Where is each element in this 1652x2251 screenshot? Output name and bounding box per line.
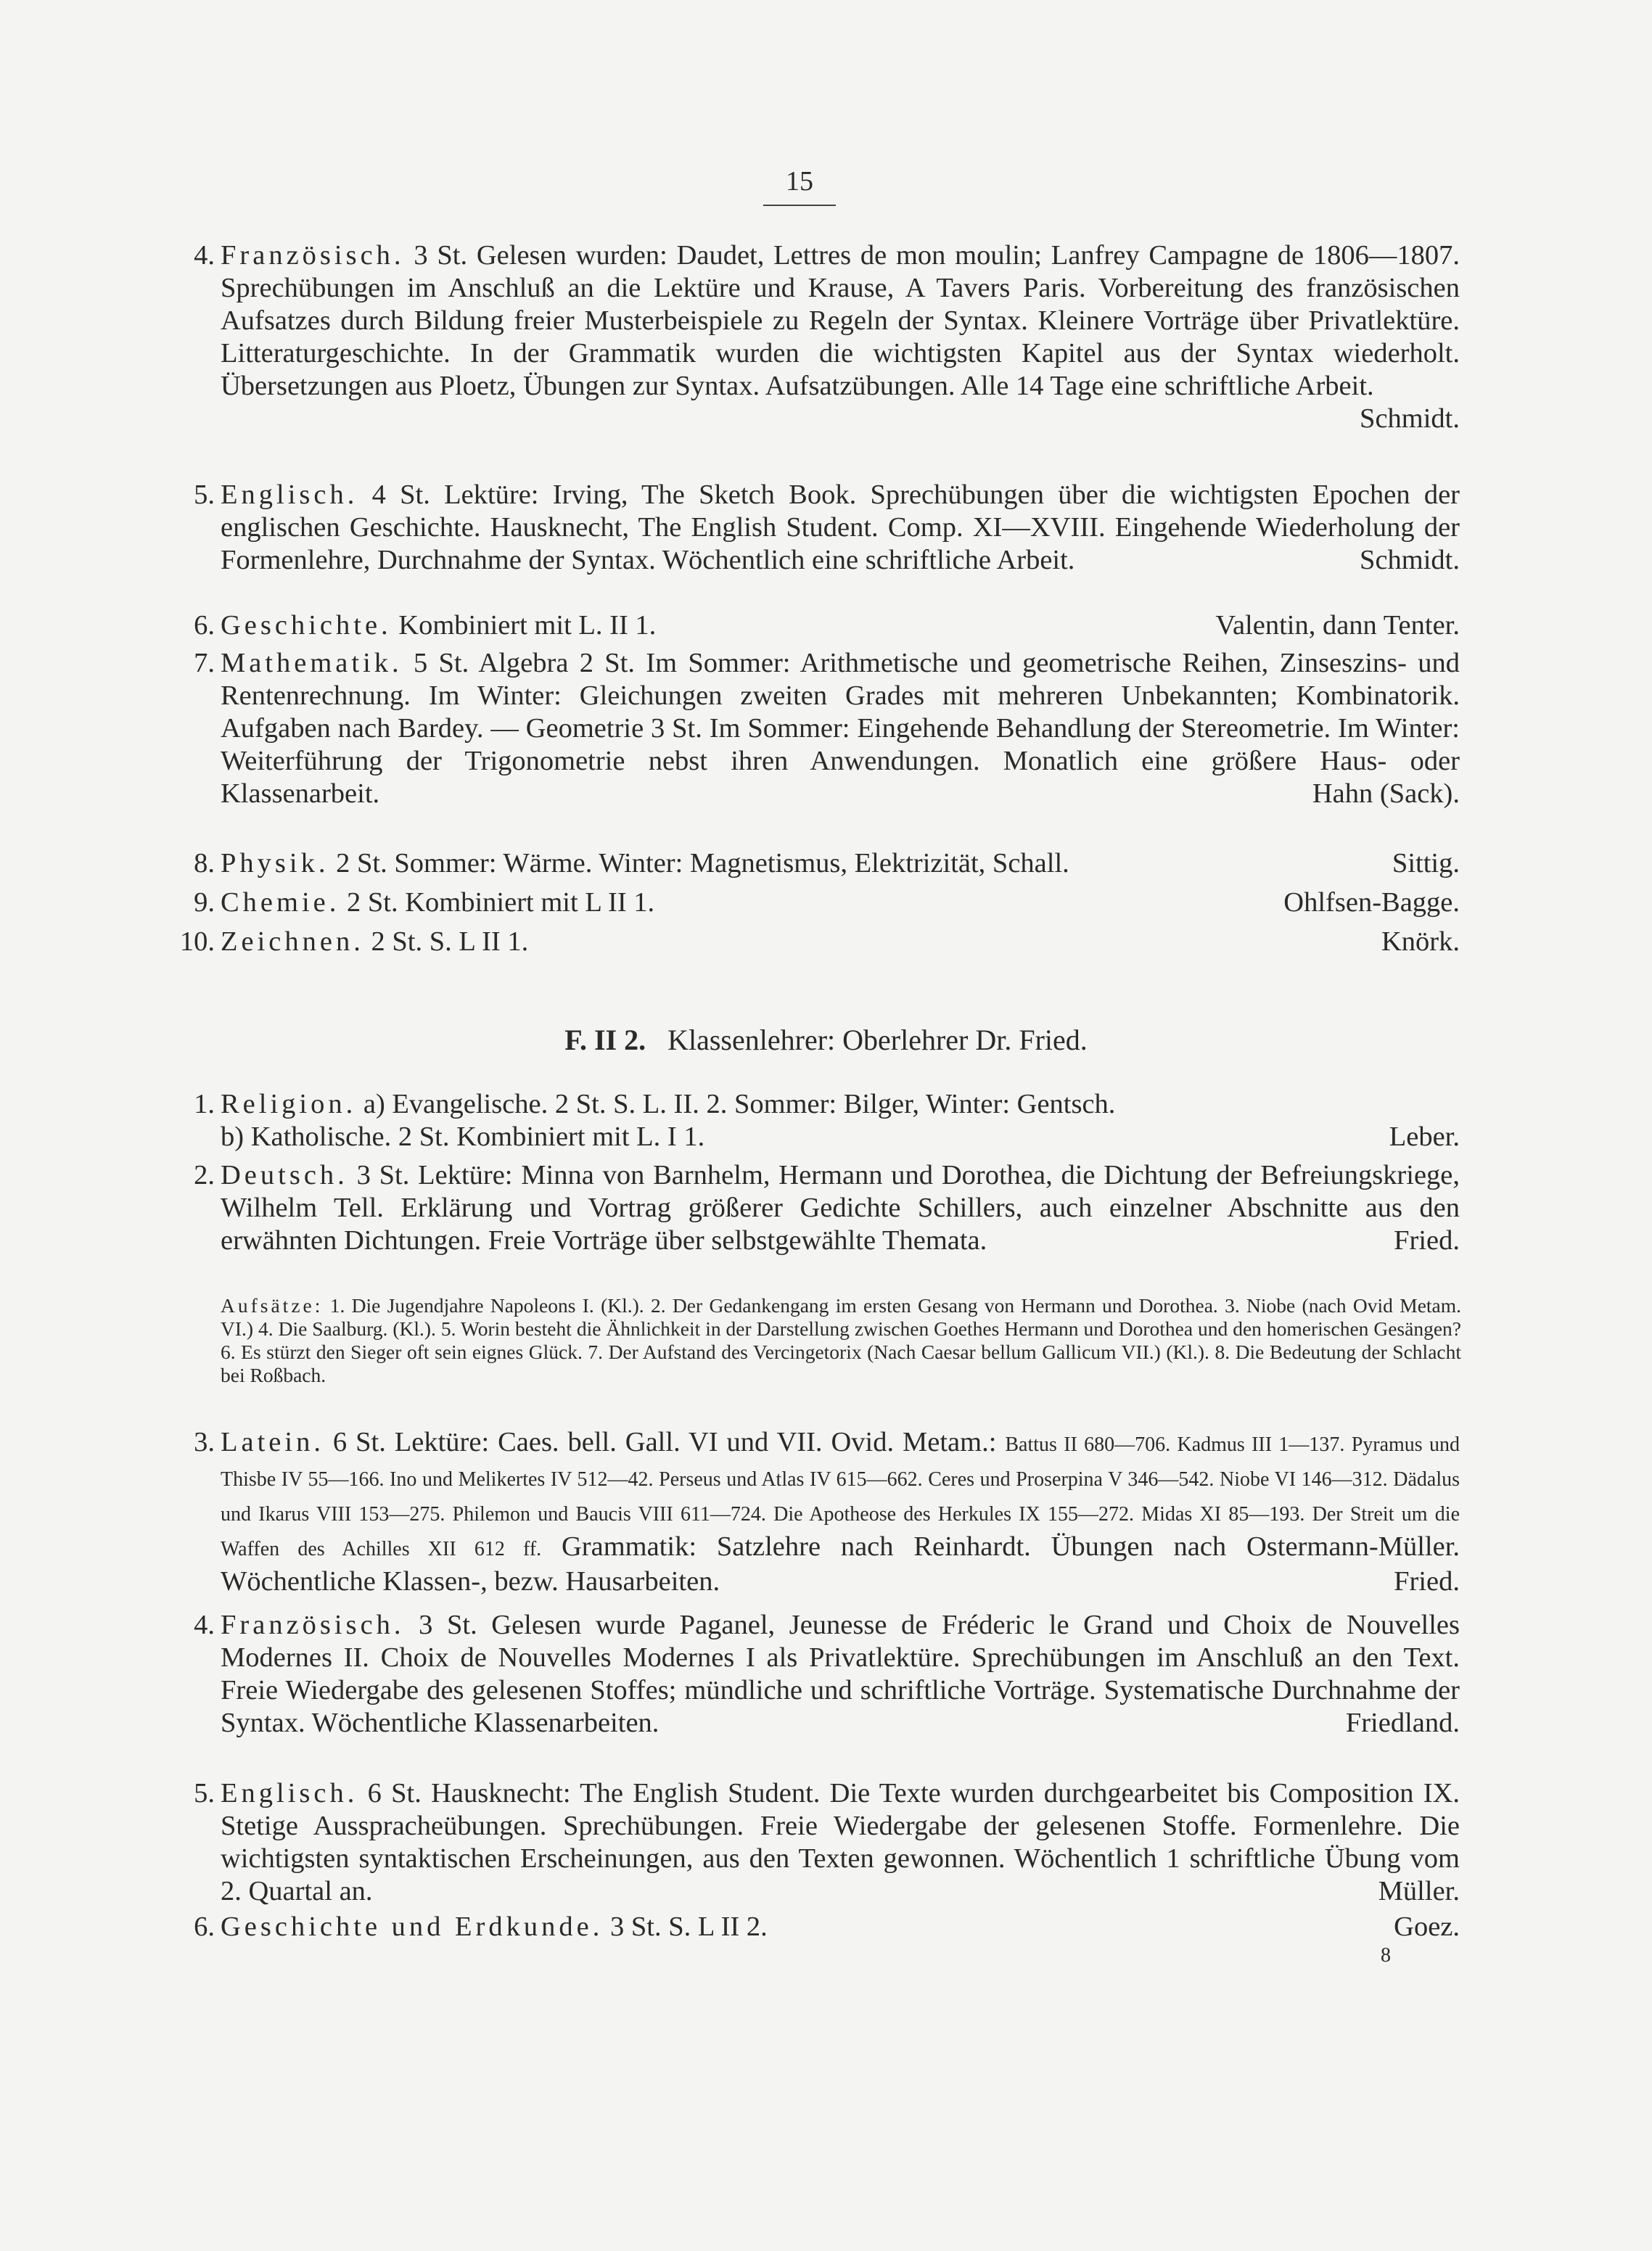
item-teacher: Fried. — [1394, 1566, 1460, 1597]
item-mathematik — [154, 647, 1460, 810]
item-number: 4. — [194, 240, 215, 271]
item-deutsch — [154, 1159, 1460, 1257]
item-teacher: Hahn (Sack). — [1312, 778, 1460, 809]
essay-label: Aufsätze: — [221, 1294, 324, 1317]
item-number: 8. — [194, 848, 215, 878]
item-teacher: Schmidt. — [1360, 403, 1460, 434]
item-text: 2 St. Sommer: Wärme. Winter: Magnetismus, Elektrizität, Schall. — [336, 848, 1069, 878]
item-text: 3 St. S. L II 2. — [609, 1912, 768, 1942]
item-zeichnen — [154, 926, 1460, 958]
class-heading-code: F. II 2. — [564, 1024, 646, 1056]
item-subject: Deutsch. — [221, 1160, 348, 1190]
item-text: b) Katholische. 2 St. Kombiniert mit L. I 1. — [221, 1122, 705, 1152]
item-geschichte-erdkunde — [154, 1911, 1460, 1943]
item-subject: Religion. — [221, 1089, 357, 1119]
item-text: 3 St. Gelesen wurden: Daudet, Lettres de mon moulin; Lanfrey Campagne de 1806—1807. Sprechübungen im Anschluß an die Lektüre und Krause, A Tavers Paris. Vorbereitung des französischen Aufsatzes durch Bildung freier Musterbeispiele zu Regeln der Syntax. Kleinere Vorträge über Privatlektüre. Litteraturgeschichte. In der Grammatik wurden die wichtigsten Kapitel aus der Syntax wiederholt. Übersetzungen aus Ploetz, Übungen zur Syntax. Aufsatzübungen. Alle 14 Tage eine schriftliche Arbeit. — [221, 240, 1460, 401]
religion-line-b — [221, 1121, 1460, 1153]
item-number: 6. — [194, 610, 215, 641]
signature-mark: 8 — [1381, 1944, 1391, 1967]
item-text: 6 St. Lektüre: Caes. bell. Gall. VI und VII. Ovid. Metam.: — [332, 1427, 997, 1457]
item-teacher: Knörk. — [1381, 926, 1460, 957]
item-number: 4. — [194, 1610, 215, 1640]
item-text: Kombiniert mit L. II 1. — [398, 610, 657, 641]
item-englisch-2 — [154, 1777, 1460, 1908]
page-number: 15 — [786, 166, 813, 197]
item-text: 5 St. Algebra 2 St. Im Sommer: Arithmetische und geometrische Reihen, Zinseszins- und Rentenrechnung. Im Winter: Gleichungen zweiten Grades mit mehreren Unbekannten; Kombinatorik. Aufgaben nach Bardey. — Geometrie 3 St. Im Sommer: Eingehende Behandlung der Stereometrie. Im Winter: Weiterführung der Trigonometrie nebst ihren Anwendungen. Monatlich eine größere Haus- oder Klassenarbeit. — [221, 648, 1460, 809]
item-englisch — [154, 479, 1460, 577]
item-number: 6. — [194, 1912, 215, 1942]
item-subject: Englisch. — [221, 480, 358, 510]
item-text: 2 St. Kombiniert mit L II 1. — [347, 887, 655, 918]
item-subject: Englisch. — [221, 1778, 358, 1808]
item-teacher: Müller. — [1378, 1876, 1460, 1906]
item-subject: Französisch. — [221, 1610, 405, 1640]
item-religion — [154, 1088, 1460, 1153]
item-franzoesisch — [154, 239, 1460, 435]
item-text: 4 St. Lektüre: Irving, The Sketch Book. Sprechübungen über die wichtigsten Epochen der englischen Geschichte. Hausknecht, The English Student. Comp. XI—XVIII. Eingehende Wiederholung der Formenlehre, Durchnahme der Syntax. Wöchentlich eine schriftliche Arbeit. — [221, 480, 1460, 575]
item-number: 1. — [194, 1089, 215, 1119]
religion-line-a — [221, 1088, 1460, 1121]
item-teacher: Schmidt. — [1360, 545, 1460, 575]
item-text: 3 St. Gelesen wurde Paganel, Jeunesse de Fréderic le Grand und Choix de Nouvelles Modernes II. Choix de Nouvelles Modernes I als Privatlektüre. Sprechübungen im Anschluß an den Text. Freie Wiedergabe des gelesenen Stoffes; mündliche und schriftliche Vorträge. Systematische Durchnahme der Syntax. Wöchentliche Klassenarbeiten. — [221, 1610, 1460, 1738]
item-number: 5. — [194, 1778, 215, 1808]
essay-list — [221, 1294, 1461, 1387]
item-teacher: Sittig. — [1392, 848, 1460, 878]
item-subject: Geschichte und Erdkunde. — [221, 1912, 604, 1942]
item-number: 10. — [179, 926, 215, 957]
item-text: 2 St. S. L II 1. — [371, 926, 529, 957]
item-number: 9. — [194, 887, 215, 918]
class-heading — [0, 1023, 1652, 1058]
item-subject: Mathematik. — [221, 648, 403, 678]
item-subject: Chemie. — [221, 887, 340, 918]
item-number: 7. — [194, 648, 215, 678]
item-text-tail: Grammatik: Satzlehre nach Reinhardt. Übungen nach Ostermann-Müller. Wöchentliche Klassen-, bezw. Hausarbeiten. — [221, 1531, 1460, 1597]
item-teacher: Valentin, dann Tenter. — [1215, 610, 1460, 641]
item-number: 2. — [194, 1160, 215, 1190]
page-number-rule — [763, 205, 836, 206]
item-number: 3. — [194, 1427, 215, 1457]
item-subject: Zeichnen. — [221, 926, 364, 957]
item-text: 3 St. Lektüre: Minna von Barnhelm, Hermann und Dorothea, die Dichtung der Befreiungskriege, Wilhelm Tell. Erklärung und Vortrag größerer Gedichte Schillers, auch einzelner Abschnitte aus den erwähnten Dichtungen. Freie Vorträge über selbstgewählte Themata. — [221, 1160, 1460, 1256]
item-teacher: Leber. — [1389, 1122, 1460, 1152]
item-physik — [154, 847, 1460, 880]
class-heading-text: Klassenlehrer: Oberlehrer Dr. Fried. — [667, 1024, 1088, 1056]
item-subject: Geschichte. — [221, 610, 392, 641]
item-subject: Latein. — [221, 1427, 324, 1457]
item-subject: Physik. — [221, 848, 329, 878]
item-teacher: Fried. — [1394, 1225, 1460, 1256]
item-franzoesisch-2 — [154, 1609, 1460, 1740]
item-teacher: Ohlfsen-Bagge. — [1283, 887, 1460, 918]
item-text: a) Evangelische. 2 St. S. L. II. 2. Sommer: Bilger, Winter: Gentsch. — [363, 1089, 1116, 1119]
item-teacher: Friedland. — [1345, 1708, 1460, 1738]
item-geschichte — [154, 609, 1460, 642]
item-number: 5. — [194, 480, 215, 510]
item-subject: Französisch. — [221, 240, 405, 271]
item-teacher: Goez. — [1394, 1912, 1460, 1942]
essay-text: 1. Die Jugendjahre Napoleons I. (Kl.). 2. Der Gedankengang im ersten Gesang von Hermann und Dorothea. 3. Niobe (nach Ovid Metam. VI.) 4. Die Saalburg. (Kl.). 5. Worin besteht die Ähnlichkeit in der Darstellung zwischen Goethes Hermann und Dorothea und den homerischen Gesängen? 6. Es stürzt den Sieger oft sein eignes Glück. 7. Der Aufstand des Vercingetorix (Nach Caesar bellum Gallicum VII.) (Kl.). 8. Die Bedeutung der Schlacht bei Roßbach. — [221, 1294, 1462, 1386]
item-text: 6 St. Hausknecht: The English Student. Die Texte wurden durchgearbeitet bis Composition IX. Stetige Ausspracheübungen. Sprechübungen. Freie Wiedergabe der gelesenen Stoffe. Formenlehre. Die wichtigsten syntaktischen Erscheinungen, aus den Texten gewonnen. Wöchentlich 1 schriftliche Übung vom 2. Quartal an. — [221, 1778, 1460, 1906]
ovid-passages: Battus II 680—706. Kadmus III 1—137. Pyramus und Thisbe IV 55—166. Ino und Melikertes IV 512—42. Perseus und Atlas IV 615—662. Ceres und Proserpina V 346—542. Niobe VI 146—312. Dädalus und Ikarus VIII 153—275. Philemon und Baucis VIII 611—724. Die Apotheose des Herkules IX 155—272. Midas XI 85—193. Der Streit um die Waffen des Achilles XII 612 ff. — [221, 1433, 1460, 1560]
item-latein — [154, 1426, 1460, 1598]
item-chemie — [154, 886, 1460, 919]
